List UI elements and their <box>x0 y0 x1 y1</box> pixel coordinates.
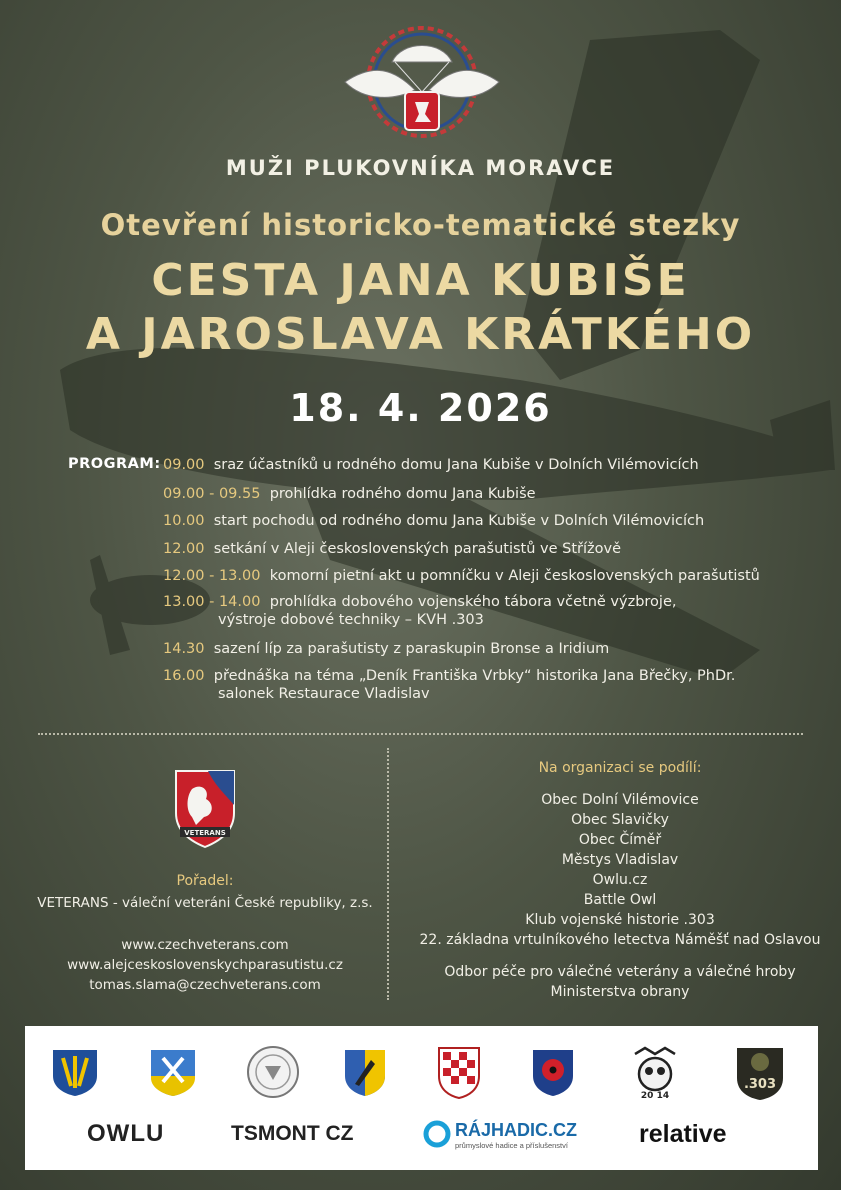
rajhadic-tagline: průmyslové hadice a příslušenství <box>455 1141 568 1150</box>
ministry-credit <box>395 962 841 1002</box>
partner-item: Obec Dolní Vilémovice <box>541 792 699 808</box>
partner-item: Battle Owl <box>583 892 657 908</box>
program-text-continued: salonek Restaurace Vladislav <box>218 686 430 702</box>
tsmont-logo: TSMONT CZ <box>231 1122 354 1145</box>
program-time: 14.30 <box>163 641 205 657</box>
program-time: 16.00 <box>163 668 205 684</box>
program-text: setkání v Aleji československých parašutistů ve Střížově <box>213 541 622 557</box>
program-text: start pochodu od rodného domu Jana Kubiše v Dolních Vilémovicích <box>213 513 705 529</box>
kvh-303-emblem-icon <box>733 1042 787 1102</box>
program-item <box>163 640 823 658</box>
partner-item: Owlu.cz <box>592 872 648 888</box>
kvh-303-text: .303 <box>743 1077 777 1092</box>
program-text: sraz účastníků u rodného domu Jana Kubiše v Dolních Vilémovicích <box>213 457 699 473</box>
partner-item: 22. základna vrtulníkového letectva Náměšť nad Oslavou <box>419 932 821 948</box>
event-title-line2: A JAROSLAVA KRÁTKÉHO <box>85 309 756 360</box>
program-item <box>163 540 823 558</box>
program-time: 13.00 - 14.00 <box>163 594 261 610</box>
ministry-line: Ministerstva obrany <box>550 984 690 1000</box>
program-text-continued: výstroje dobové techniky – KVH .303 <box>218 612 484 628</box>
organization-name: MUŽI PLUKOVNÍKA MORAVCE <box>225 156 616 180</box>
program-time: 09.00 <box>163 457 205 473</box>
program-text: prohlídka rodného domu Jana Kubiše <box>269 486 536 502</box>
veterans-logo-text: VETERANS <box>184 829 226 837</box>
veterans-shield-logo-icon <box>170 765 240 849</box>
relative-logo: relative <box>639 1120 727 1148</box>
partner-item: Obec Slavičky <box>571 812 669 828</box>
program-item <box>163 485 823 503</box>
program-item <box>163 456 823 474</box>
program-text: prohlídka dobového vojenského tábora včetně výzbroje, <box>269 594 677 610</box>
organizer-section <box>20 765 390 995</box>
event-date: 18. 4. 2026 <box>289 386 552 430</box>
battle-owl-year: 20 14 <box>640 1091 670 1101</box>
organizer-name: VETERANS - váleční veteráni České republiky, z.s. <box>37 895 373 911</box>
program-time: 10.00 <box>163 513 205 529</box>
ministry-line: Odbor péče pro válečné veterány a válečné hroby <box>444 964 796 980</box>
coat-of-arms-dolni-vilemovice-icon <box>49 1046 101 1098</box>
contact-links <box>20 935 390 995</box>
program-time: 12.00 <box>163 541 205 557</box>
rajhadic-ring-icon <box>423 1120 451 1148</box>
partner-item: Městys Vladislav <box>561 852 679 868</box>
coat-of-arms-slavicky-icon <box>147 1046 199 1098</box>
horizontal-divider <box>38 733 803 735</box>
website-link[interactable]: www.alejceskoslovenskychparasutistu.cz <box>67 957 343 973</box>
website-link[interactable]: www.czechveterans.com <box>121 937 289 953</box>
sponsor-logo-strip <box>25 1026 818 1170</box>
partner-item: Obec Číměř <box>578 832 662 848</box>
rajhadic-logo: RÁJHADIC.CZ <box>455 1120 578 1140</box>
program-time: 09.00 - 09.55 <box>163 486 261 502</box>
program-item <box>163 667 823 703</box>
program-text: přednáška na téma „Deník Františka Vrbky“ historika Jana Břečky, PhDr. <box>213 668 736 684</box>
email-link[interactable]: tomas.slama@czechveterans.com <box>89 977 321 993</box>
battle-owl-emblem-icon <box>625 1044 685 1102</box>
poppy-shield-icon <box>529 1046 577 1098</box>
program-item <box>163 567 823 585</box>
partner-item: Klub vojenské historie .303 <box>525 912 715 928</box>
program-text: komorní pietní akt u pomníčku v Aleji československých parašutistů <box>269 568 760 584</box>
partners-label: Na organizaci se podílí: <box>538 760 702 776</box>
paratrooper-wings-badge-icon <box>335 22 509 140</box>
coat-of-arms-cimer-icon <box>341 1046 389 1098</box>
program-time: 12.00 - 13.00 <box>163 568 261 584</box>
coat-of-arms-vladislav-icon <box>435 1044 483 1100</box>
event-subtitle: Otevření historicko-tematické stezky <box>100 208 741 242</box>
program-label: PROGRAM: <box>68 456 161 472</box>
club-seal-icon <box>245 1044 301 1100</box>
program-text: sazení líp za parašutisty z paraskupin Bronse a Iridium <box>213 641 610 657</box>
owlu-logo: OWLU <box>87 1120 165 1147</box>
program-item <box>163 512 823 530</box>
program-item <box>163 593 823 629</box>
partners-section <box>395 760 841 1002</box>
event-title-line1: CESTA JANA KUBIŠE <box>151 255 690 306</box>
organizer-label: Pořadel: <box>176 873 234 889</box>
